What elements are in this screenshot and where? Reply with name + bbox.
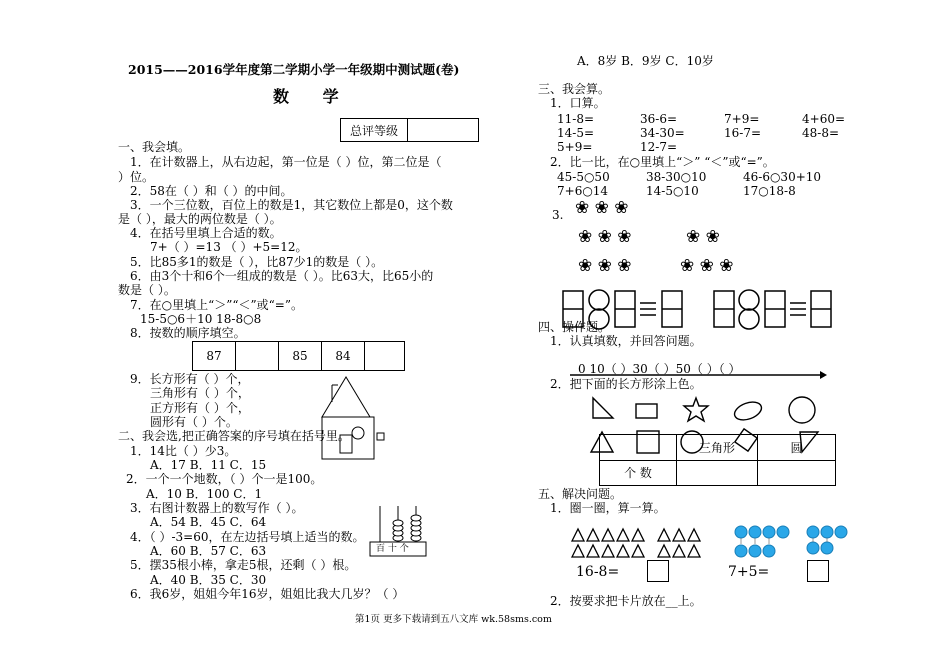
- balloons-figure: [733, 525, 851, 565]
- q2-4: 4．（ ）-3=60，在左边括号填上适当的数。: [130, 530, 365, 544]
- exam-title: 2015——2016学年度第二学期小学一年级期中测试题(卷): [128, 62, 460, 77]
- q1-6a: 6．由3个十和6个一组成的数是（ ）。比63大，比65小的: [130, 269, 434, 283]
- triangles-figure: [570, 527, 706, 559]
- calc-cell: 36-6=: [640, 112, 678, 126]
- q3-1: 1．口算。: [550, 96, 606, 110]
- table-header-cell: [600, 435, 677, 461]
- equation-7-5: 7+5=: [728, 564, 770, 580]
- q2-1: 1．14比（ ）少3。: [130, 444, 237, 458]
- calc-cell: 48-8=: [802, 126, 840, 140]
- grade-input[interactable]: [408, 119, 479, 142]
- q1-4: 4．在括号里填上合适的数。: [130, 226, 282, 240]
- grade-label: 总评等级: [341, 119, 408, 142]
- cmp-cell: 38-30○10: [646, 170, 707, 184]
- q2-2: 2．一个一个地数，（ ）个一是100。: [126, 472, 323, 486]
- answer-box[interactable]: [807, 560, 829, 582]
- abacus-label: 百 十 个: [376, 544, 409, 554]
- q1-2: 2．58在（ ）和（ ）的中间。: [130, 184, 293, 198]
- calc-cell: 14-5=: [557, 126, 595, 140]
- calc-cell: 12-7=: [640, 140, 678, 154]
- grade-table: [340, 118, 479, 142]
- section1-heading: 一、我会填。: [118, 140, 191, 154]
- section2-heading: 二、我会选,把正确答案的序号填在括号里。: [118, 429, 350, 443]
- calc-cell: 4+60=: [802, 112, 846, 126]
- cmp-cell: 45-5○50: [557, 170, 610, 184]
- q5-1: 1．圈一圈，算一算。: [550, 501, 666, 515]
- q1-5: 5．比85多1的数是（ ），比87少1的数是（ ）。: [130, 255, 384, 269]
- section4-heading: 四、操作题。: [538, 320, 611, 334]
- cmp-cell: 7+6○14: [557, 184, 609, 198]
- q2-1-options: A．17 B．11 C．15: [150, 458, 267, 472]
- shape-count-table: [599, 434, 836, 486]
- cmp-cell: 17○18-8: [743, 184, 796, 198]
- table-header-cell: 三角形: [677, 435, 758, 461]
- flower-icon: ❀ ❀ ❀: [680, 256, 734, 276]
- q4-1: 1．认真填数，并回答问题。: [550, 334, 702, 348]
- q1-4b: 7+（ ）=13 （ ）+5=12。: [150, 240, 308, 254]
- count-input[interactable]: [677, 460, 758, 486]
- seq-cell[interactable]: [365, 342, 405, 371]
- q2-5: 5．摆35根小棒，拿走5根，还剩（ ）根。: [130, 558, 357, 572]
- page-footer: 第1页 更多下载请到五八文库 wk.58sms.com: [355, 614, 552, 625]
- q2-3: 3．右图计数器上的数写作（ ）。: [130, 501, 304, 515]
- sequence-table: [192, 341, 405, 371]
- q1-1a: 1．在计数器上，从右边起，第一位是（ ）位，第二位是（: [130, 155, 442, 169]
- q1-6b: 数是（ ）。: [118, 283, 176, 297]
- q1-9d: 圆形有（ ）个。: [150, 415, 238, 429]
- calc-cell: 16-7=: [724, 126, 762, 140]
- seq-cell: 85: [279, 342, 322, 371]
- q2-4-options: A．60 B．57 C．63: [150, 544, 267, 558]
- seq-cell[interactable]: [236, 342, 279, 371]
- q1-7: 7．在○里填上“＞”“＜”或“=”。: [130, 298, 303, 312]
- cmp-cell: 46-6○30+10: [743, 170, 822, 184]
- q1-8: 8．按数的顺序填空。: [130, 326, 246, 340]
- answer-box[interactable]: [647, 560, 669, 582]
- flower-icon: ❀ ❀ ❀: [578, 227, 632, 247]
- q2-3-options: A．54 B．45 C．64: [150, 515, 267, 529]
- q1-3a: 3．一个三位数，百位上的数是1，其它数位上都是0，这个数: [130, 198, 453, 212]
- subject-title: 数 学: [273, 87, 353, 106]
- flower-icon: ❀ ❀ ❀: [578, 256, 632, 276]
- seq-cell: 84: [322, 342, 365, 371]
- calc-cell: 5+9=: [557, 140, 593, 154]
- q1-9: 9．长方形有（ ）个，: [130, 372, 250, 386]
- flower-icon: ❀ ❀: [686, 227, 720, 247]
- q5-2: 2．按要求把卡片放在__上。: [550, 594, 702, 608]
- number-line-labels: 0 10（ ）30（ ）50（ ）（ ）: [578, 362, 741, 376]
- q1-7b: 15-5○6＋10 18-8○8: [140, 312, 262, 326]
- q2-2-options: A．10 B．100 C．1: [146, 487, 263, 501]
- calc-cell: 11-8=: [557, 112, 595, 126]
- flower-icon: ❀ ❀ ❀: [575, 198, 629, 218]
- q1-1b: ）位。: [118, 170, 155, 184]
- q3-3: 3.: [552, 208, 564, 222]
- q1-9b: 三角形有（ ）个，: [150, 386, 250, 400]
- cmp-cell: 14-5○10: [646, 184, 699, 198]
- q2-6-options: A．8岁 B．9岁 C．10岁: [577, 54, 714, 68]
- q2-6: 6．我6岁，姐姐今年16岁，姐姐比我大几岁？（ ）: [130, 587, 405, 601]
- q2-5-options: A．40 B．35 C．30: [150, 573, 267, 587]
- q3-2: 2．比一比，在○里填上“＞” “＜”或“=”。: [550, 155, 775, 169]
- table-row-label: 个 数: [600, 460, 677, 486]
- section5-heading: 五、解决问题。: [538, 487, 623, 501]
- q4-2: 2．把下面的长方形涂上色。: [550, 377, 702, 391]
- q1-9c: 正方形有（ ）个，: [150, 401, 250, 415]
- house-shapes-figure: [318, 375, 388, 461]
- q1-3b: 是（ ），最大的两位数是（ ）。: [118, 212, 282, 226]
- equation-16-8: 16-8=: [576, 564, 620, 580]
- calc-cell: 7+9=: [724, 112, 760, 126]
- section3-heading: 三、我会算。: [538, 82, 611, 96]
- table-header-cell: 圆: [758, 435, 836, 461]
- count-input[interactable]: [758, 460, 836, 486]
- seq-cell: 87: [193, 342, 236, 371]
- calc-cell: 34-30=: [640, 126, 685, 140]
